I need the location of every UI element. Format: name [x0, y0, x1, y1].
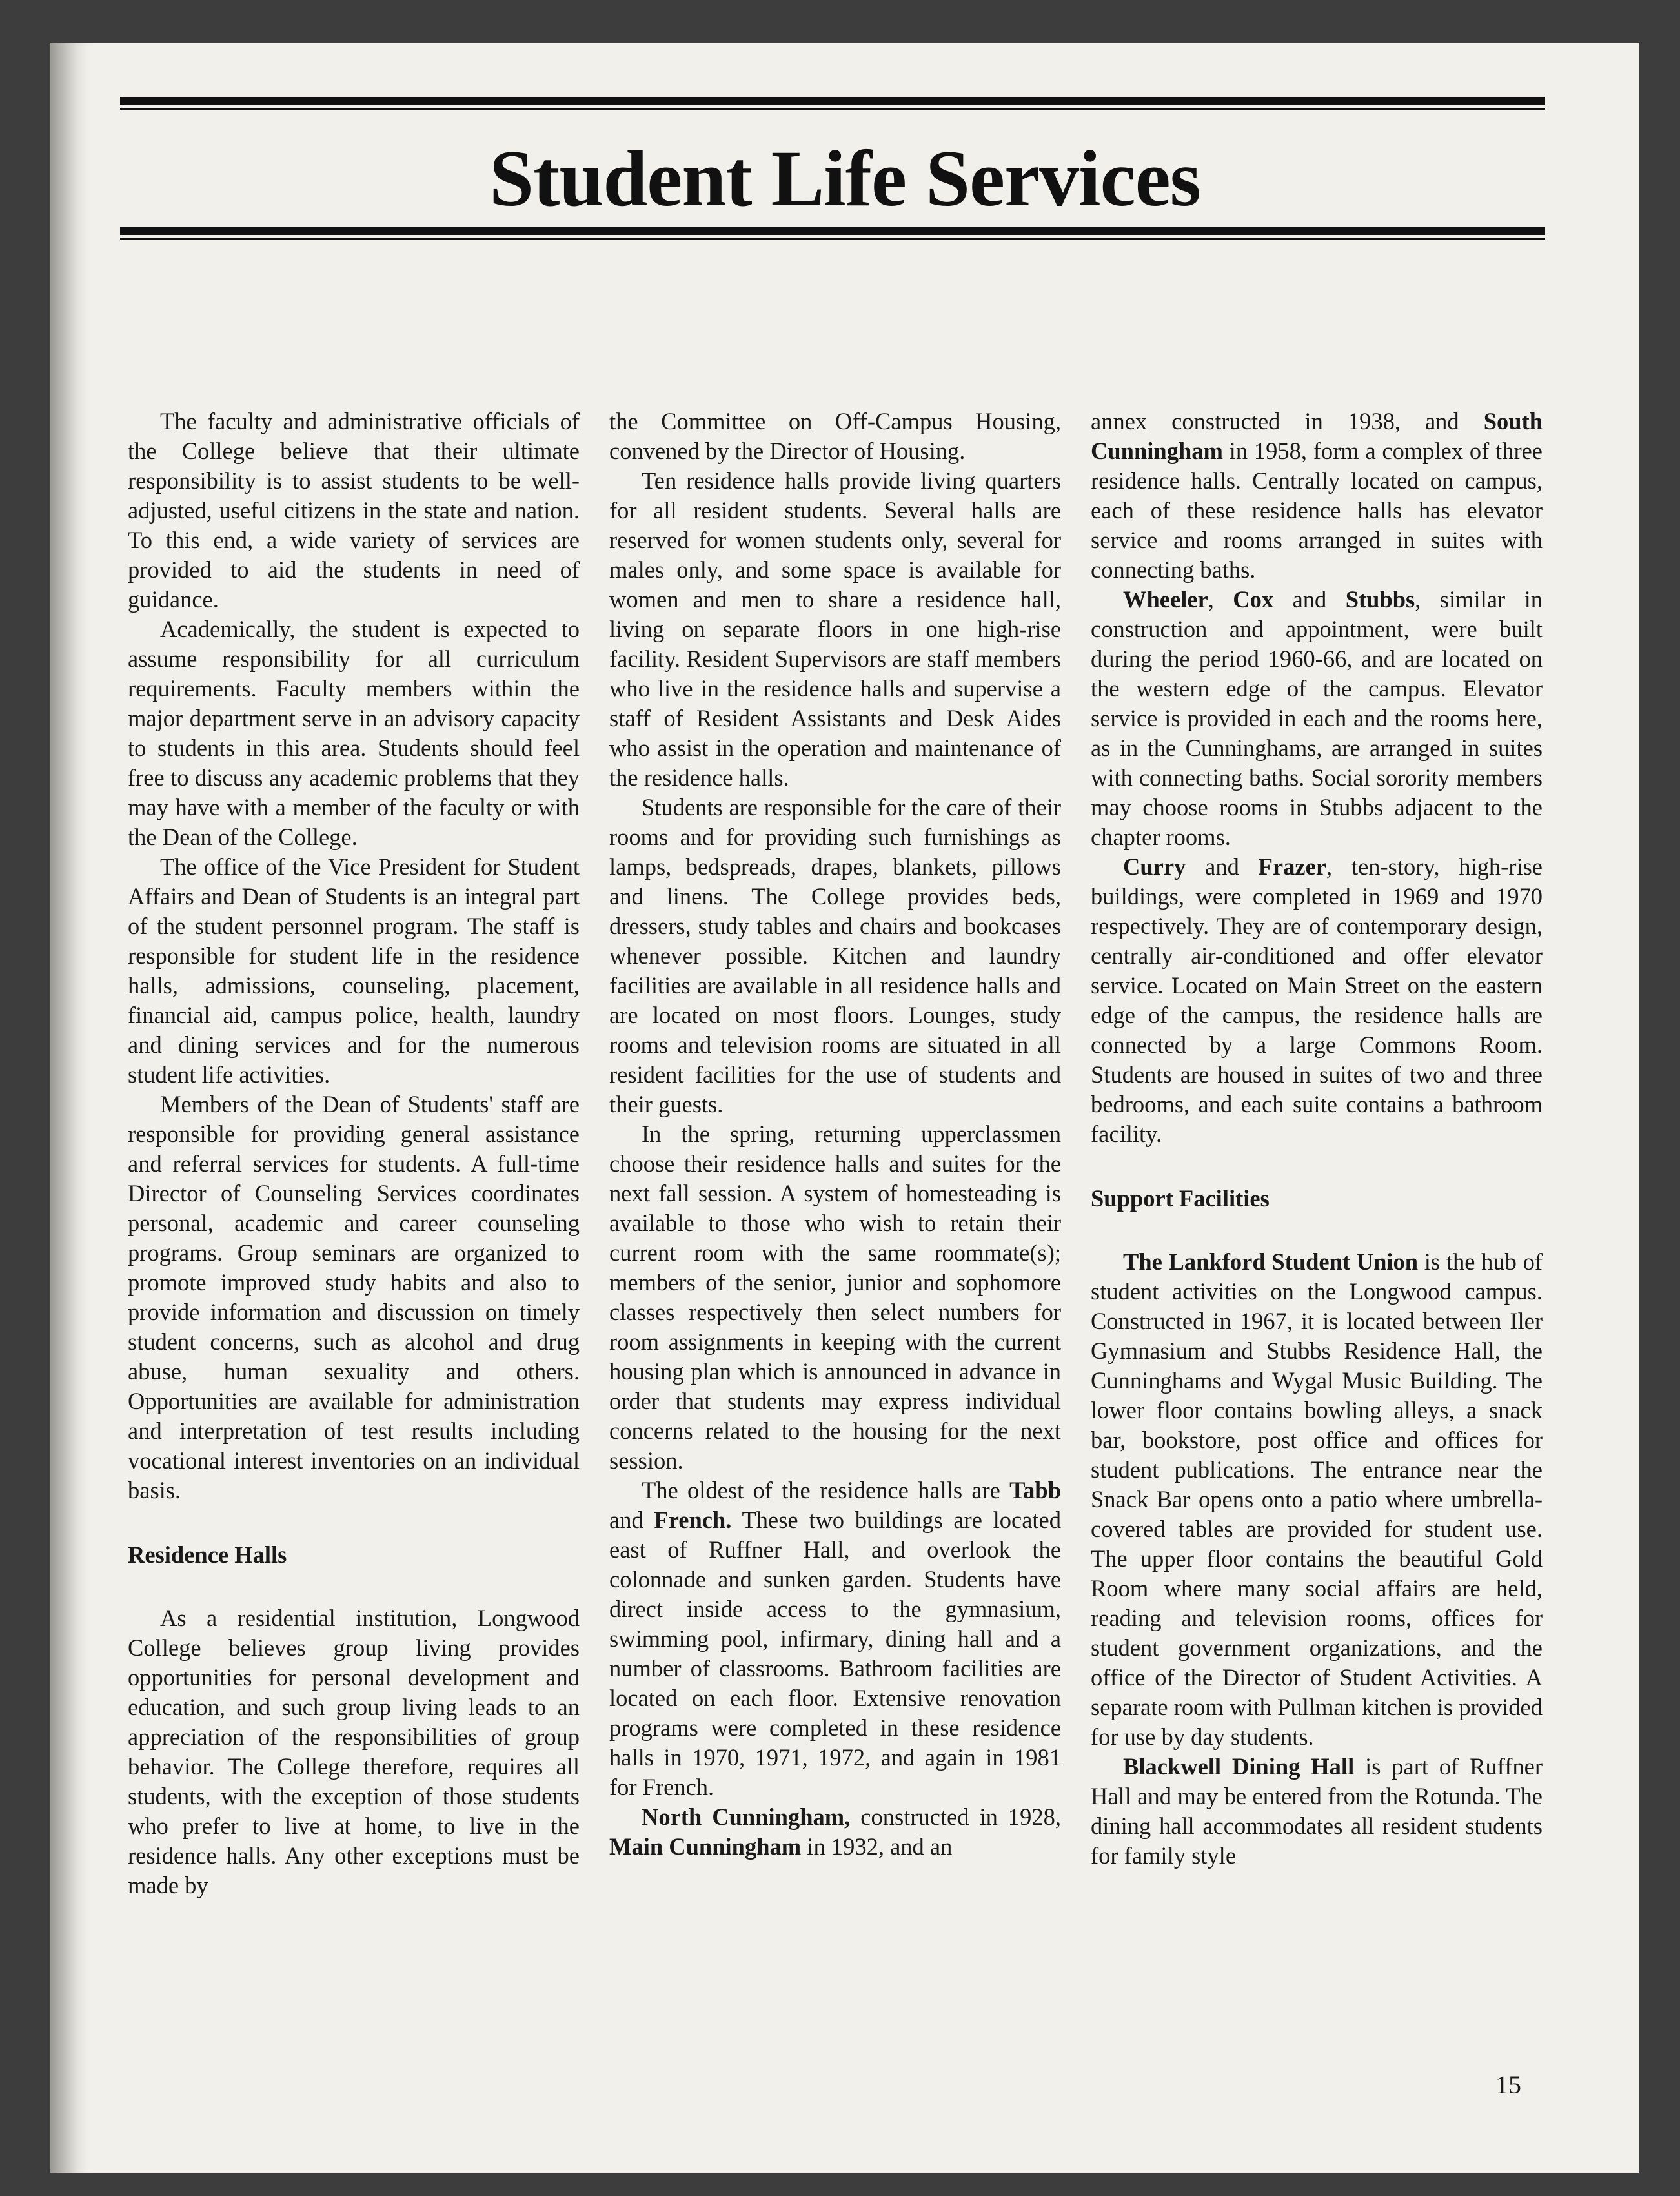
top-rule [120, 97, 1545, 110]
paragraph: Students are responsible for the care of their rooms and for providing such furnishings as lamps, bedspreads, drapes, blankets, pillows and linens. The College provides beds, dressers, study tables and chairs and bookcases whenever possible. Kitchen and laundry facilities are available in all residence halls and are located on most floors. Lounges, study rooms and television rooms are situated in all resident facilities for the use of students and their guests. [609, 794, 1061, 1117]
hall-name: Curry [1123, 853, 1186, 880]
catalog-page [50, 43, 1639, 2173]
paragraph: Ten residence halls provide living quarters for all resident students. Several halls are reserved for women students only, several for males only, and some space is available for women and men to share a residence hall, living on separate floors in one high-rise facility. Resident Supervisors are staff members who live in the residence halls and supervise a staff of Resident Assistants and Desk Aides who assist in the operation and maintenance of the residence halls. [609, 467, 1061, 791]
paragraph: In the spring, returning upperclassmen choose their residence halls and suites for the next fall session. A system of homesteading is available to those who wish to retain their current room with the same roommate(s); members of the senior, junior and sophomore classes respectively then select numbers for room assignments in keeping with the current housing plan which is announced in advance in order that students may express individual concerns related to the housing for the next session. [609, 1121, 1061, 1474]
hall-name: Wheeler [1123, 586, 1208, 613]
paragraph: Blackwell Dining Hall is part of Ruffner Hall and may be entered from the Rotunda. The dining hall accommodates all resident students for family style [1091, 1753, 1543, 1869]
paragraph: Members of the Dean of Students' staff are responsible for providing general assistance and referral services for students. A full-time Director of Counseling Services coordinates personal, academic and career counseling programs. Group seminars are organized to promote improved study habits and also to provide information and discussion on timely student concerns, such as alcohol and drug abuse, human sexuality and others. Opportunities are available for administration and interpretation of test results including vocational interest inventories on an individual basis. [128, 1091, 580, 1503]
paragraph: North Cunningham, constructed in 1928, Main Cunningham in 1932, and an [609, 1804, 1061, 1860]
hall-name: French. [654, 1507, 732, 1533]
paragraph: As a residential institution, Longwood College believes group living provides opportunities for personal development and education, and such group living leads to an appreciation of the responsibilities of group behavior. The College therefore, requires all students, with the exception of those students who prefer to live at home, to live in the residence halls. Any other exceptions must be made by [128, 1605, 580, 1898]
hall-name: North Cunningham, [642, 1804, 851, 1830]
hall-name: Stubbs [1345, 586, 1415, 613]
binding-shadow [50, 43, 89, 2173]
text-column-1 [128, 407, 580, 1900]
paragraph: Curry and Frazer, ten-story, high-rise buildings, were completed in 1969 and 1970 respectively. They are of contemporary design, centrally air-conditioned and offer elevator service. Located on Main Street on the eastern edge of the campus, the residence halls are connected by a large Commons Room. Students are housed in suites of two and three bedrooms, and each suite contains a bathroom facility. [1091, 853, 1543, 1147]
facility-name: The Lankford Student Union [1123, 1248, 1419, 1275]
paragraph: The office of the Vice President for Student Affairs and Dean of Students is an integral part of the student personnel program. The staff is responsible for student life in the residence halls, admissions, counseling, placement, financial aid, campus police, health, laundry and dining services and for the numerous student life activities. [128, 853, 580, 1088]
hall-name: Main Cunningham [609, 1833, 802, 1860]
section-heading-residence-halls: Residence Halls [128, 1541, 287, 1568]
facility-name: Blackwell Dining Hall [1123, 1753, 1355, 1780]
hall-name: Cox [1233, 586, 1274, 613]
text-column-3 [1091, 407, 1543, 1871]
page-number: 15 [1495, 2070, 1521, 2099]
paragraph: The faculty and administrative officials of the College believe that their ultimate responsibility is to assist students to be well-adjusted, useful citizens in the state and nation. To this end, a wide variety of services are provided to aid the students in need of guidance. [128, 408, 580, 613]
bottom-rule [120, 227, 1545, 240]
paragraph: Academically, the student is expected to assume responsibility for all curriculum requirements. Faculty members within the major department serve in an advisory capacity to students in this area. Students should feel free to discuss any academic problems that they may have with a member of the faculty or with the Dean of the College. [128, 616, 580, 850]
section-heading-support-facilities: Support Facilities [1091, 1185, 1270, 1212]
page-title: Student Life Services [489, 134, 1200, 223]
hall-name: South Cunningham [1091, 408, 1543, 464]
paragraph: The oldest of the residence halls are Tabb and French. These two buildings are located east of Ruffner Hall, and overlook the colonnade and sunken garden. Students have direct inside access to the gymnasium, swimming pool, infirmary, dining hall and a number of classrooms. Bathroom facilities are located on each floor. Extensive renovation programs were completed in these residence halls in 1970, 1971, 1972, and again in 1981 for French. [609, 1477, 1062, 1800]
hall-name: Frazer [1258, 853, 1326, 880]
paragraph: Wheeler, Cox and Stubbs, similar in construction and appointment, were built during the period 1960-66, and are located on the western edge of the campus. Elevator service is provided in each and the rooms here, as in the Cunninghams, are arranged in suites with connecting baths. Social sorority members may choose rooms in Stubbs adjacent to the chapter rooms. [1091, 586, 1543, 850]
paragraph: the Committee on Off-Campus Housing, convened by the Director of Housing. [609, 408, 1061, 464]
text-column-2 [609, 407, 1061, 1862]
hall-name: Tabb [1009, 1477, 1061, 1503]
paragraph: annex constructed in 1938, and South Cunningham in 1958, form a complex of three residence halls. Centrally located on campus, each of these residence halls has elevator service and rooms arranged in suites with connecting baths. [1091, 408, 1543, 583]
paragraph: The Lankford Student Union is the hub of student activities on the Longwood campus. Constructed in 1967, it is located between Iler Gymnasium and Stubbs Residence Hall, the Cunninghams and Wygal Music Building. The lower floor contains bowling alleys, a snack bar, bookstore, post office and offices for student publications. The entrance near the Snack Bar opens onto a patio where umbrella-covered tables are provided for student use. The upper floor contains the beautiful Gold Room where many social affairs are held, reading and television rooms, offices for student government organizations, and the office of the Director of Student Activities. A separate room with Pullman kitchen is provided for use by day students. [1091, 1248, 1543, 1750]
